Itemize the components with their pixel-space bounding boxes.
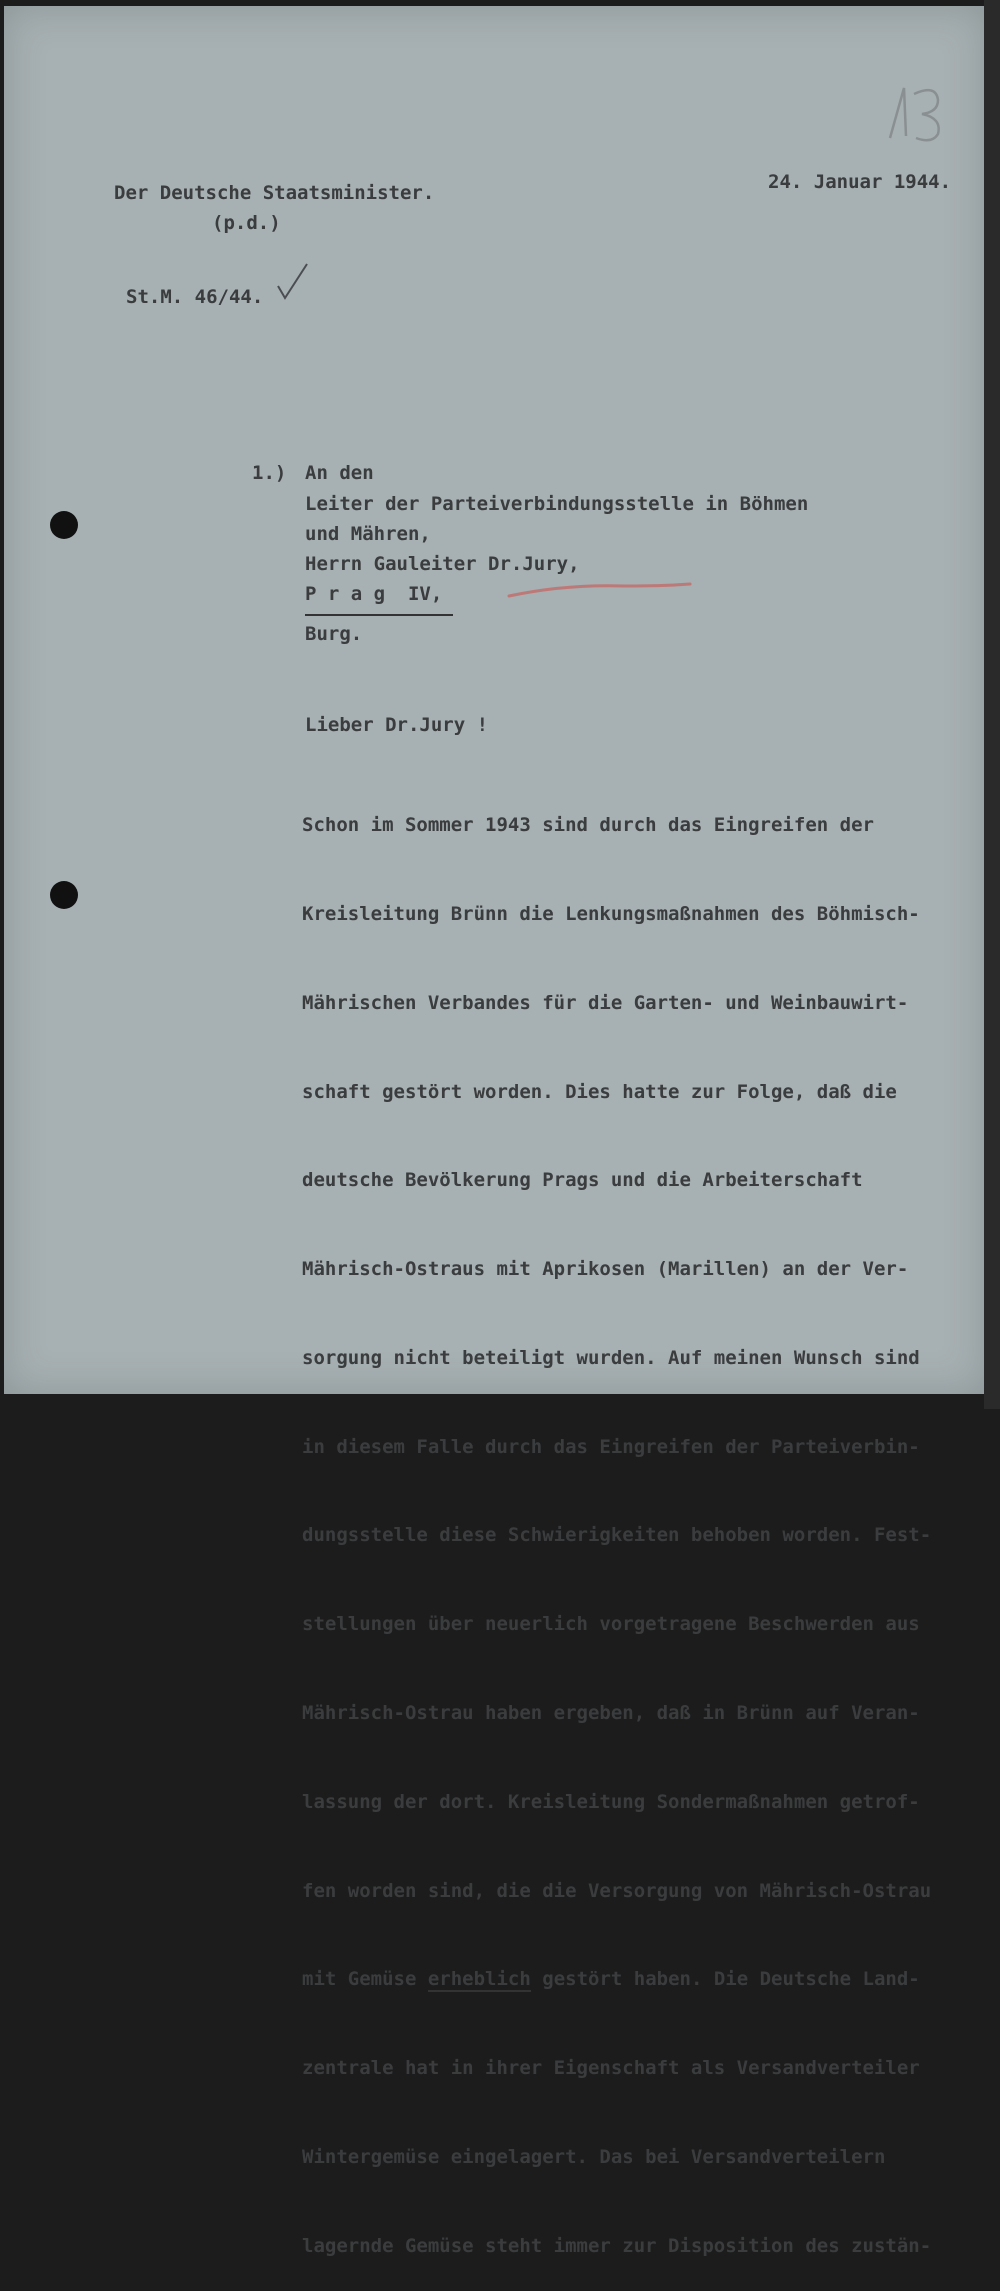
body-line: Mährisch-Ostrau haben ergeben, daß in Brünn auf Veran- <box>302 1702 920 1724</box>
body-line-end: gestört haben. Die Deutsche Land- <box>542 1968 920 1991</box>
underlined-word: erheblich <box>427 1968 531 1991</box>
body-line: sorgung nicht beteiligt wurden. Auf meinen Wunsch sind <box>302 1346 920 1369</box>
punch-hole <box>50 511 78 539</box>
body-line: zentrale hat in ihrer Eigenschaft als Versandverteiler <box>302 2057 920 2080</box>
body-line-start: mit Gemüse <box>302 1968 417 1991</box>
body-line: Schon im Sommer 1943 sind durch das Eingreifen der <box>302 814 874 837</box>
body-line-underlined <box>302 1965 931 1995</box>
page-edge <box>984 0 1000 1409</box>
city-underline <box>305 614 453 616</box>
letter-body <box>302 752 931 2291</box>
body-line: in diesem Falle durch das Eingreifen der Parteiverbin- <box>302 1435 920 1458</box>
salutation: Lieber Dr.Jury ! <box>305 714 489 736</box>
body-line: dungsstelle diese Schwierigkeiten behoben worden. Fest- <box>302 1524 932 1547</box>
address-number: 1.) <box>252 462 287 484</box>
body-line: Mährischen Verbandes für die Garten- und Weinbauwirt- <box>302 991 909 1014</box>
sender-subtitle: (p.d.) <box>212 212 281 234</box>
body-line: lassung der dort. Kreisleitung Sondermaßnahmen getrof- <box>302 1790 920 1813</box>
body-line: Kreisleitung Brünn die Lenkungsmaßnahmen des Böhmisch- <box>302 902 920 925</box>
address-line: Leiter der Parteiverbindungsstelle in Böhmen <box>305 493 809 515</box>
sender-title: Der Deutsche Staatsminister. <box>114 182 435 204</box>
address-line: Burg. <box>305 623 363 645</box>
letter-date: 24. Januar 1944. <box>768 171 952 193</box>
address-city: P r a g IV, <box>305 583 443 605</box>
body-line: fen worden sind, die die Versorgung von Mährisch-Ostrau <box>302 1879 932 1902</box>
address-line: und Mähren, <box>305 523 431 545</box>
address-line: An den <box>305 462 374 484</box>
body-line: Wintergemüse eingelagert. Das bei Versandverteilern <box>302 2145 886 2168</box>
checkmark-icon <box>275 262 311 302</box>
body-line: lagernde Gemüse steht immer zur Disposition des zustän- <box>302 2234 932 2257</box>
red-pencil-mark <box>505 574 695 604</box>
body-line: deutsche Bevölkerung Prags und die Arbeiterschaft <box>302 1169 863 1192</box>
body-line: stellungen über neuerlich vorgetragene Beschwerden aus <box>302 1613 920 1636</box>
address-line: Herrn Gauleiter Dr.Jury, <box>305 553 580 575</box>
reference-number: St.M. 46/44. <box>126 286 264 308</box>
body-line: Mährisch-Ostraus mit Aprikosen (Marillen) an der Ver- <box>302 1258 909 1281</box>
punch-hole <box>50 881 78 909</box>
body-line: schaft gestört worden. Dies hatte zur Folge, daß die <box>302 1080 897 1103</box>
pencil-page-number <box>880 80 950 150</box>
